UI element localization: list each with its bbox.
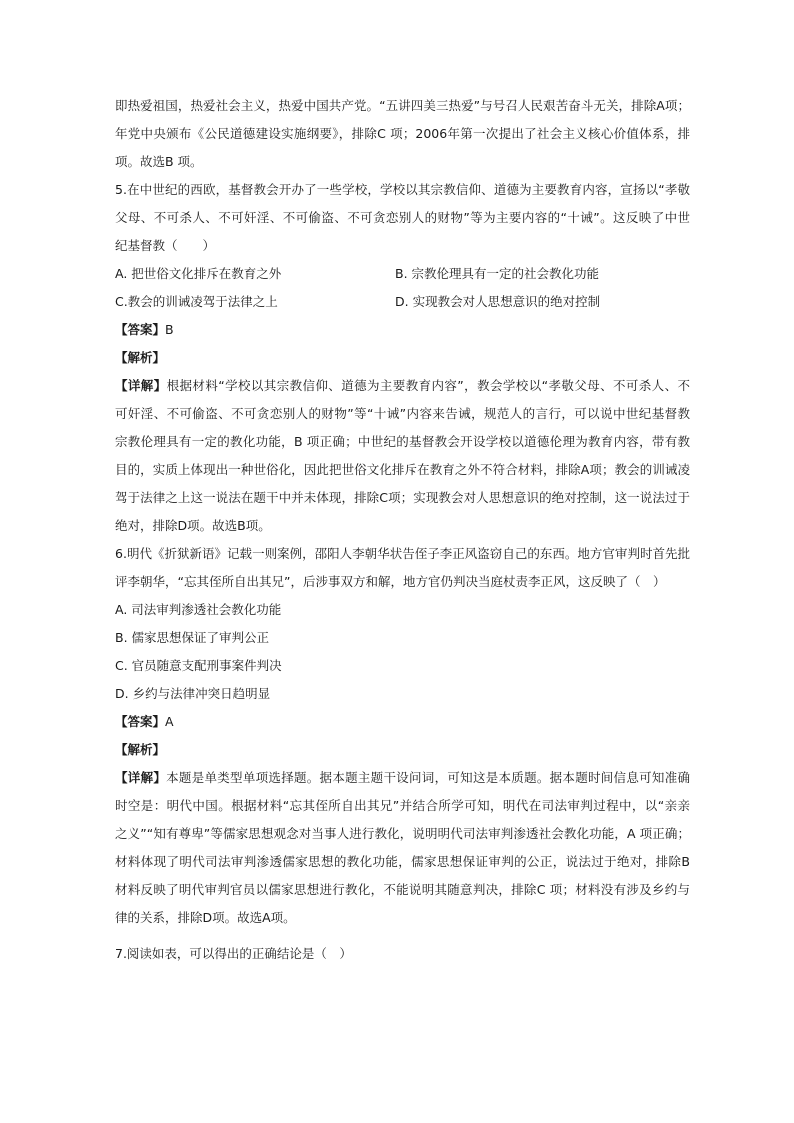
q5-detail-line-3: 宗教伦理具有一定的教化功能，B 项正确；中世纪的基督教会开设学校以道德伦理为教育内容，带有教 xyxy=(115,434,690,449)
q6-detail-line-2: 时空是：明代中国。根据材料“忘其侄所自出其兄”并结合所学可知，明代在司法审判过程中，以“亲亲 xyxy=(115,798,690,813)
q5-option-b: B. 宗教伦理具有一定的社会教化功能 xyxy=(395,266,600,281)
q5-option-d: D. 实现教会对人思想意识的绝对控制 xyxy=(395,294,601,309)
q5-detail-line-2: 可奸淫、不可偷盗、不可贪恋别人的财物”等“十诫”内容来告诫，规范人的言行，可以说中世纪基督教 xyxy=(115,406,690,421)
q6-answer-tag: 【答案】 xyxy=(115,714,166,729)
q6-option-a: A. 司法审判渗透社会教化功能 xyxy=(115,602,282,617)
q5-detail-line-1 xyxy=(115,372,690,400)
q5-detail-line-4: 目的，实质上体现出一种世俗化，因此把世俗文化排斥在教育之外不符合材料，排除A项；教会的训诫凌 xyxy=(115,462,690,477)
q5-answer xyxy=(115,316,690,344)
q5-stem-line-1: 5.在中世纪的西欧，基督教会开办了一些学校，学校以其宗教信仰、道德为主要教育内容，宣扬以“孝敬 xyxy=(115,182,690,197)
document-content xyxy=(115,92,690,968)
spacer xyxy=(115,932,690,940)
q5-answer-value: B xyxy=(165,322,174,337)
q5-options-row-2 xyxy=(115,288,690,316)
q5-option-c: C.教会的训诫凌驾于法律之上 xyxy=(115,294,278,309)
q6-detail-tag: 【详解】 xyxy=(115,770,167,785)
q6-detail-line-1 xyxy=(115,764,690,792)
q5-options-row-1 xyxy=(115,260,690,288)
q6-stem-line-2: 评李朝华，“忘其侄所自出其兄”，后涉事双方和解，地方官仍判决当庭杖责李正风，这反映了（ ） xyxy=(115,574,666,589)
q6-detail-line-5: 材料反映了明代审判官员以儒家思想进行教化，不能说明其随意判决，排除C 项；材料没有涉及乡约与 xyxy=(115,882,690,897)
q5-detail-line-5: 驾于法律之上这一说法在题干中并未体现，排除C项；实现教会对人思想意识的绝对控制，这一说法过于 xyxy=(115,490,690,505)
q6-option-d: D. 乡约与法律冲突日趋明显 xyxy=(115,686,271,701)
q5-answer-tag: 【答案】 xyxy=(115,322,166,337)
q5-option-a: A. 把世俗文化排斥在教育之外 xyxy=(115,266,282,281)
q5-stem-line-3: 纪基督教（ ） xyxy=(115,238,216,253)
q7-stem: 7.阅读如表，可以得出的正确结论是（ ） xyxy=(115,946,352,961)
q5-detail-tag: 【详解】 xyxy=(115,378,167,393)
intro-line-3: 项。故选B 项。 xyxy=(115,154,203,169)
q6-option-b: B. 儒家思想保证了审判公正 xyxy=(115,630,270,645)
q6-detail-line-4: 材料体现了明代司法审判渗透儒家思想的教化功能，儒家思想保证审判的公正，说法过于绝对，排除B xyxy=(115,854,690,869)
q6-option-c: C. 官员随意支配刑事案件判决 xyxy=(115,658,282,673)
q5-stem-line-2: 父母、不可杀人、不可奸淫、不可偷盗、不可贪恋别人的财物”等为主要内容的“十诫”。这反映了中世 xyxy=(115,210,690,225)
q6-answer-value: A xyxy=(165,714,174,729)
intro-line-2: 年党中央颁布《公民道德建设实施纲要》，排除C 项；2006年第一次提出了社会主义核心价值体系，排 xyxy=(115,126,690,141)
q5-detail-line-6: 绝对，排除D项。故选B项。 xyxy=(115,518,271,533)
q6-detail-text-1: 本题是单类型单项选择题。据本题主题干设问词，可知这是本质题。据本题时间信息可知准确 xyxy=(166,770,690,785)
q6-analysis-tag: 【解析】 xyxy=(115,742,166,757)
intro-line-1: 即热爱祖国，热爱社会主义，热爱中国共产党。“五讲四美三热爱”与号召人民艰苦奋斗无关，排除A项； xyxy=(115,98,690,113)
q6-answer xyxy=(115,708,690,736)
q6-stem-line-1: 6.明代《折狱新语》记载一则案例，邵阳人李朝华状告侄子李正风盗窃自己的东西。地方官审判时首先批 xyxy=(115,546,690,561)
q5-analysis-tag: 【解析】 xyxy=(115,350,166,365)
q6-detail-line-6: 律的关系，排除D项。故选A项。 xyxy=(115,910,296,925)
q6-detail-line-3: 之义”“知有尊卑”等儒家思想观念对当事人进行教化，说明明代司法审判渗透社会教化功能，A 项正确； xyxy=(115,826,690,841)
q5-detail-text-1: 根据材料“学校以其宗教信仰、道德为主要教育内容”，教会学校以“孝敬父母、不可杀人、不 xyxy=(166,378,690,393)
